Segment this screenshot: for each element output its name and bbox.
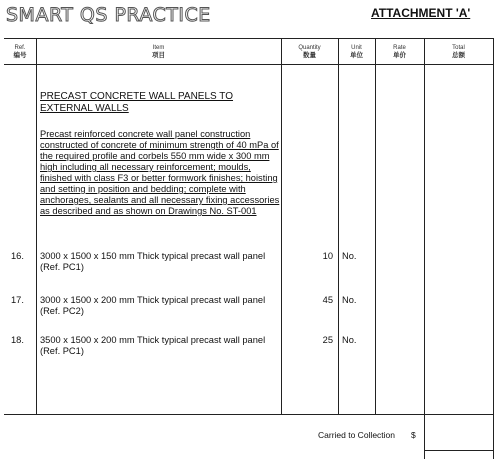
row-quantity: 10 (322, 251, 333, 261)
table-top-border (4, 38, 494, 39)
row-unit: No. (342, 335, 357, 345)
col-divider-rate (424, 38, 425, 459)
col-divider-qty (338, 38, 339, 415)
currency-symbol: $ (411, 430, 416, 440)
row-quantity: 45 (322, 295, 333, 305)
row-ref: 17. (11, 295, 24, 305)
header-bottom-border (4, 64, 494, 65)
collection-box-bottom (424, 450, 494, 451)
row-quantity: 25 (322, 335, 333, 345)
col-divider-ref (36, 38, 37, 415)
table-bottom-border (4, 414, 494, 415)
col-header-ref: Ref. 编号 (13, 45, 27, 59)
col-header-quantity: Quantity 数量 (298, 45, 321, 59)
col-header-unit: Unit 单位 (350, 45, 363, 59)
col-divider-total (493, 38, 494, 459)
row-ref: 16. (11, 251, 24, 261)
row-unit: No. (342, 295, 357, 305)
attachment-label: ATTACHMENT 'A' (371, 6, 471, 20)
section-title: PRECAST CONCRETE WALL PANELS TO EXTERNAL WALLS (40, 91, 234, 114)
col-header-total: Total 总额 (452, 45, 465, 59)
brand-logo-text: SMART QS PRACTICE (6, 4, 211, 26)
carried-to-collection-label: Carried to Collection (318, 430, 396, 440)
row-unit: No. (342, 251, 357, 261)
col-header-item: Item 项目 (152, 45, 165, 59)
col-header-rate: Rate 单价 (393, 45, 406, 59)
section-description: Precast reinforced concrete wall panel construction constructed of concrete of minimum strength of 40 mPa of the required profile and corbels 550 mm wide x 300 mm high including all necessary reinforcement; moulds, finished with class F3 or better formwork finishes; hoisting and setting in position and bedding; complete with anchorages, sealants and all necessary fixing accessories as described and as shown on Drawings No. ST-001 (40, 129, 280, 216)
col-divider-item (281, 38, 282, 415)
row-item: 3000 x 1500 x 150 mm Thick typical precast wall panel (Ref. PC1) (40, 251, 266, 272)
row-item: 3000 x 1500 x 200 mm Thick typical precast wall panel (Ref. PC2) (40, 295, 266, 316)
row-ref: 18. (11, 335, 24, 345)
col-divider-unit (375, 38, 376, 415)
row-item: 3500 x 1500 x 200 mm Thick typical precast wall panel (Ref. PC1) (40, 335, 266, 356)
